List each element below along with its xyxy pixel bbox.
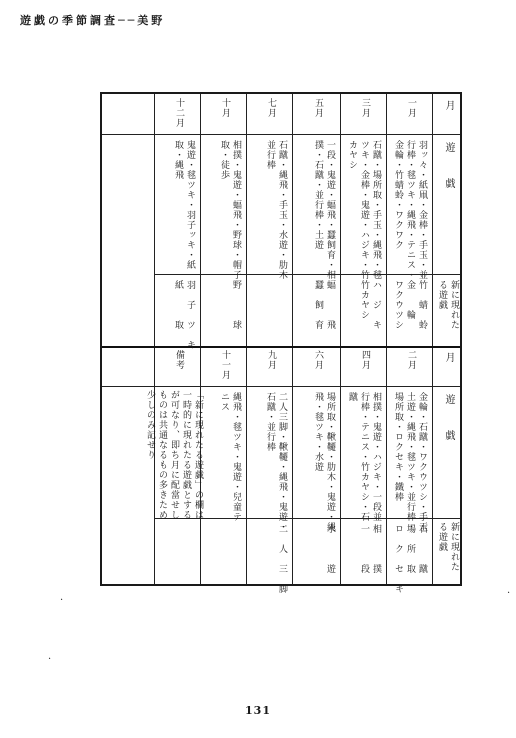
games-cell: 相撲・鬼遊・ハジキ・一段並 行棒・テニス・竹カヤシ・石 蹴 bbox=[347, 392, 381, 522]
month-cell: 九月 bbox=[266, 350, 276, 370]
games-cell: 石蹴・縄飛・手玉・水遊・肋木 並行棒 bbox=[265, 140, 287, 280]
games-cell: 二人三脚・鞦韆・縄飛・鬼遊・ 石蹴・並行棒 bbox=[265, 392, 287, 532]
games-cell: 相撲・鬼遊・蝠飛・野球・帽子 取・徒歩 bbox=[219, 140, 241, 280]
games-cell: 一段・鬼遊・蝠飛・蠶飼育・相 撲・石蹴・並行棒・土遊 bbox=[313, 140, 335, 280]
row-rule bbox=[102, 134, 460, 135]
games-cell: 鬼遊・毬ツキ・羽子ッキ・紙 取・縄飛 bbox=[173, 140, 195, 270]
column-rule bbox=[246, 94, 247, 584]
header-new-games: 新に現れた る遊戯 bbox=[437, 280, 459, 330]
stray-mark: · bbox=[48, 654, 52, 665]
stray-mark: · bbox=[60, 595, 64, 606]
games-cell: 羽ッ々・紙凧・金棒・手玉・並 行棒・毬ツキ・縄飛・テニス・ 金輪・竹蜻蛉・ワクワク bbox=[393, 140, 427, 280]
column-rule bbox=[340, 94, 341, 584]
new-games-cell: 二 人 三 脚 bbox=[277, 524, 287, 594]
month-cell: 十月 bbox=[220, 98, 230, 118]
running-header: 遊戯の季節調査──美野 bbox=[20, 14, 166, 27]
month-cell: 六月 bbox=[313, 350, 323, 370]
header-month: 月 bbox=[443, 100, 454, 112]
games-cell: 金輪・石蹴・ワクウツシ・手玉 土遊・縄飛・毬ツキ・並行棒・ 場所取・ロクセキ・鐵棒 bbox=[393, 392, 427, 532]
remarks-label: 備考 bbox=[174, 350, 184, 370]
month-cell: 一月 bbox=[406, 98, 416, 118]
new-games-cell: 相 撲 一 段 bbox=[359, 524, 381, 574]
column-rule bbox=[386, 94, 387, 584]
new-games-cell: 羽 子 ツ キ 紙 取 bbox=[173, 280, 195, 350]
new-games-cell: 野 球 bbox=[231, 280, 241, 330]
column-rule bbox=[292, 94, 293, 584]
row-rule bbox=[102, 386, 460, 387]
month-cell: 七月 bbox=[266, 98, 276, 118]
new-games-cell: 石 蹴 場 所 取 ロ ク セ キ bbox=[393, 524, 427, 594]
games-cell: 縄飛・毬ツキ・鬼遊・兒童テ ニス bbox=[219, 392, 241, 522]
remarks-text: 「新に現れたる遊戯」の欄は 一時的に現れたる遊戯とする が可なり、即ち月に配當せし ものは共通なるもの多きため 少しのみ記せり bbox=[145, 390, 203, 520]
stray-mark: · bbox=[507, 588, 511, 599]
month-cell: 四月 bbox=[360, 350, 370, 370]
column-rule bbox=[154, 94, 155, 584]
new-games-cell: 竹 蜻 蛉 金 輪 ワクウツシ bbox=[393, 280, 427, 330]
header-new-games-lower: 新に現れた る遊戯 bbox=[437, 522, 459, 572]
page-number: 131 bbox=[245, 704, 271, 717]
new-games-cell: ハ ジ キ 竹カヤシ bbox=[359, 280, 381, 330]
month-cell: 十一月 bbox=[220, 350, 230, 380]
games-cell: 石蹴・場所取・手玉・縄飛・毬 ツキ・金棒・鬼遊・ハジキ・竹 カヤシ bbox=[347, 140, 381, 280]
new-games-cell: 水 遊 bbox=[325, 524, 335, 574]
month-cell: 十二月 bbox=[174, 98, 184, 128]
column-rule bbox=[432, 94, 433, 584]
month-cell: 二月 bbox=[406, 350, 416, 370]
header-games: 遊 戯 bbox=[443, 142, 454, 190]
new-games-cell bbox=[204, 524, 242, 580]
season-games-table bbox=[100, 92, 462, 594]
section-divider bbox=[102, 346, 460, 348]
new-games-cell bbox=[250, 280, 288, 342]
month-cell: 三月 bbox=[360, 98, 370, 118]
month-cell: 五月 bbox=[313, 98, 323, 118]
header-games-lower: 遊 戯 bbox=[443, 394, 454, 442]
games-cell: 場所取・鞦韆・肋木・鬼遊・縄 飛・毬ツキ・水遊 bbox=[313, 392, 335, 532]
header-month-lower: 月 bbox=[443, 352, 454, 364]
new-games-cell: 蝠 飛 蠶 飼 育 bbox=[313, 280, 335, 330]
